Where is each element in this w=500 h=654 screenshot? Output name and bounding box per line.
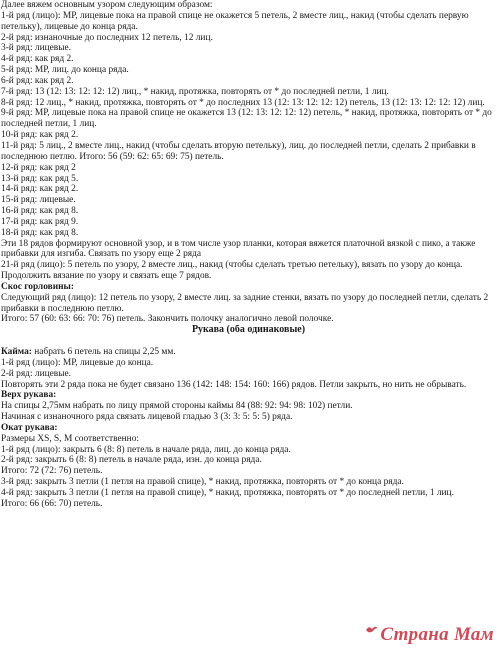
row-12: 12-й ряд: как ряд 2 [1,162,76,173]
row-15: 15-й ряд: лицевые. [1,195,76,206]
cuff-row-1: 1-й ряд (лицо): МР, лицевые до конца. [1,357,154,368]
row-14: 14-й ряд: как ряд 2. [1,184,79,195]
cuff-heading: Кайма: [1,347,32,357]
bird-icon [365,624,379,634]
row-13: 13-й ряд: как ряд 5. [1,173,79,184]
top-row-1: На спицы 2,75мм набрать по лицу прямой стороны каймы 84 (88: 92: 94: 98: 102) петли. [1,401,353,412]
cap-sizes: Размеры XS, S, M соответственно: [1,433,139,444]
row-2: 2-й ряд: изнаночные до последних 12 петель, 12 лиц. [1,32,213,43]
continue-line: Продолжить вязание по узору и связать еще 7 рядов. [1,271,212,282]
row-16: 16-й ряд: как ряд 8. [1,206,79,217]
row-4: 4-й ряд: как ряд 2. [1,54,74,65]
neck-text: Следующий ряд (лицо): 12 петель по узору, 2 вместе лиц. за задние стенки, вязать по узору до последней петли, сделать 2 прибавки в последнюю петлю. [1,292,489,314]
cap-row-3: 3-й ряд: закрыть 3 петли (1 петля на правой спице), * накид, протяжка, повторять от * до конца ряда. [1,477,404,488]
cuff-repeat: Повторять эти 2 ряда пока не будет связано 136 (142: 148: 154: 160: 166) рядов. Петли закрыть, но нить не обрывать. [1,379,467,390]
row-18: 18-й ряд: как ряд 8. [1,227,79,238]
cap-heading: Окат рукава: [1,422,58,433]
cuff-row-2: 2-й ряд: лицевые. [1,368,71,379]
row-3: 3-й ряд: лицевые. [1,43,71,54]
cap-row-2: 2-й ряд: закрыть 6 (8: 8) петель в начале ряда, изн. до конца ряда. [1,455,262,466]
cap-total-1: Итого: 72 (72: 76) петель. [1,466,103,477]
neck-heading: Скос горловины: [1,281,74,292]
neck-total: Итого: 57 (60: 63: 66: 70: 76) петель. Закончить полочку аналогично левой полочке. [1,314,334,325]
cuff-line [1,347,496,358]
intro-line: Далее вяжем основным узором следующим образом: [1,0,213,10]
row-21: 21-й ряд (лицо): 5 петель по узору, 2 вместе лиц., накид (чтобы сделать третью петельку), вязать по узору до конца. [1,260,463,271]
cap-row-1: 1-й ряд (лицо): закрыть 6 (8: 8) петель в начале ряда, лиц. до конца ряда. [1,444,291,455]
cuff-first: набрать 6 петель на спицы 2,25 мм. [34,347,176,357]
sleeves-heading: Рукава (оба одинаковые) [191,325,306,336]
watermark-text: Страна Мам [380,624,494,645]
row-7: 7-й ряд: 13 (12: 13: 12: 12: 12) лиц., * накид, протяжка, повторять от * до последней петли, 1 лиц. [1,86,389,97]
watermark-logo [365,624,494,646]
pattern-note: Эти 18 рядов формируют основной узор, и в том числе узор планки, которая вяжется платочной вязкой с пико, а также прибавки для изгиба. Связать по узору еще 2 ряда [1,238,476,260]
row-10: 10-й ряд: как ряд 2. [1,130,79,141]
cap-total-2: Итого: 66 (66: 70) петель. [1,498,103,509]
row-9: 9-й ряд: МР, лицевые пока на правой спице не окажется 13 (12: 13: 12: 12: 12) петель, * накид, протяжка, повторять от * до последней петли, 1 лиц. [1,108,492,130]
row-1: 1-й ряд (лицо): МР, лицевые пока на правой спице не окажется 5 петель, 2 вместе лиц., накид (чтобы сделать первую петельку), лицевые до конца ряда. [1,10,469,32]
row-17: 17-й ряд: как ряд 9. [1,216,79,227]
cap-row-4: 4-й ряд: закрыть 3 петли (1 петля на правой спице), * накид, протяжка, повторять от * до последней петли, 1 лиц. [1,487,454,498]
row-8: 8-й ряд: 12 лиц., * накид, протяжка, повторять от * до последних 13 (12: 13: 12: 12: 12) петель, 13 (12: 13: 12: 12: 12) лиц. [1,97,485,108]
row-11: 11-й ряд: 5 лиц., 2 вместе лиц., накид (чтобы сделать вторую петельку), лиц. до последней петли, сделать 2 прибавки в последнюю петлю. Итого: 56 (59: 62: 65: 69: 75) петель. [1,140,476,162]
top-heading: Верх рукава: [1,390,57,401]
row-5: 5-й ряд: МР, лиц. до конца ряда. [1,65,129,76]
spacer [1,336,496,347]
row-6: 6-й ряд: как ряд 2. [1,75,74,86]
top-row-2: Начиная с изнаночного ряда связать лицевой гладью 3 (3: 3: 5: 5: 5) ряда. [1,412,293,423]
